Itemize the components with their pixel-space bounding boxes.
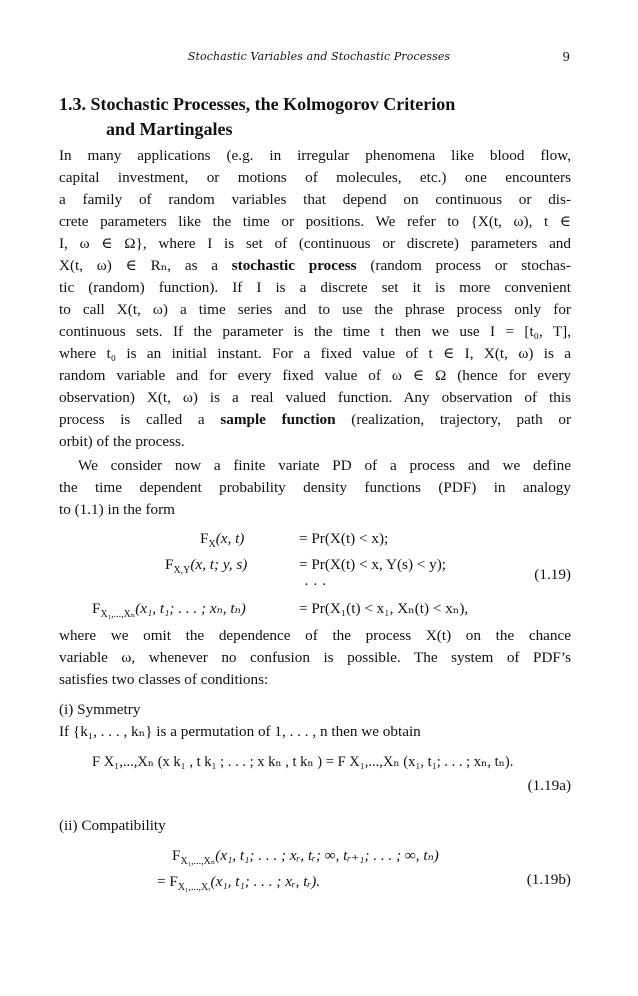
equation-row-3-rhs: = Pr(X₁(t) < x₁, Xₙ(t) < xₙ), xyxy=(299,600,469,617)
equation-number-1-19: (1.19) xyxy=(534,566,571,583)
text-line-with-term xyxy=(59,409,571,431)
text-line: to (1.1) in the form xyxy=(59,501,175,518)
equation-number-1-19b: (1.19b) xyxy=(526,871,571,888)
text-line-with-term xyxy=(59,255,571,277)
text-line: to call X(t, ω) a time series and to use the phrase process only for xyxy=(59,301,571,318)
equation-row-1-lhs xyxy=(200,528,244,556)
equation-dots: · · · xyxy=(304,576,327,593)
text-line: the time dependent probability density functions (PDF) in analogy xyxy=(59,479,571,496)
text-line: where we omit the dependence of the process X(t) on the chance xyxy=(59,627,571,644)
eq-subscript: X₁,...,Xₙ xyxy=(180,856,216,868)
equation-row-1-rhs: = Pr(X(t) < x); xyxy=(299,530,389,547)
text-segment: (realization, trajectory, path or xyxy=(351,411,571,428)
eq-subscript: X₁,...,Xₙ xyxy=(100,609,136,621)
text-line: satisfies two classes of conditions: xyxy=(59,671,269,688)
equation-row-2-rhs: = Pr(X(t) < x, Y(s) < y); xyxy=(299,556,447,573)
text-line: random variable and for every fixed value of ω ∈ Ω (hence for every xyxy=(59,367,571,384)
condition-title: (i) Symmetry xyxy=(59,701,141,718)
text-line: orbit) of the process. xyxy=(59,433,185,450)
eq-symbol: = F xyxy=(157,873,178,890)
page-number: 9 xyxy=(562,50,570,64)
condition-text: If {k₁, . . . , kₙ} is a permutation of 1, . . . , n then we obtain xyxy=(59,723,421,740)
eq-symbol: F xyxy=(172,847,181,864)
text-segment: X(t, ω) ∈ Rₙ, as a xyxy=(59,257,218,274)
section-heading-line1: 1.3. Stochastic Processes, the Kolmogorov Criterion xyxy=(59,94,456,114)
text-line: variable ω, whenever no confusion is possible. The system of PDF’s xyxy=(59,649,571,666)
eq-symbol: F xyxy=(165,556,174,573)
eq-subscript: X xyxy=(208,539,216,551)
condition-title: (ii) Compatibility xyxy=(59,817,166,834)
eq-args: (x₁, t₁; . . . ; xᵣ, tᵣ). xyxy=(210,873,321,890)
term-sample-function: sample function xyxy=(220,411,336,428)
term-stochastic-process: stochastic process xyxy=(231,257,357,274)
eq-args: (x, t; y, s) xyxy=(190,556,248,573)
text-line: capital investment, or motions of molecules, etc.) one encounters xyxy=(59,169,571,186)
eq-args: (x₁, t₁; . . . ; xₙ, tₙ) xyxy=(135,600,246,617)
section-heading-line2: and Martingales xyxy=(106,119,233,139)
running-title: Stochastic Variables and Stochastic Processes xyxy=(187,50,451,63)
text-line: continuous sets. If the parameter is the time t then we use I = [t₀, T], xyxy=(59,323,571,340)
equation-row-3-lhs xyxy=(92,598,246,626)
equation-number-1-19a: (1.19a) xyxy=(527,777,571,794)
text-segment: (random process or stochas- xyxy=(370,257,571,274)
text-line: We consider now a finite variate PD of a process and we define xyxy=(78,457,571,474)
eq-subscript: X₁,...,Xᵣ xyxy=(177,882,211,894)
eq-subscript: X,Y xyxy=(173,565,191,577)
text-line: observation) X(t, ω) is a real valued function. Any observation of this xyxy=(59,389,571,406)
text-line: crete parameters like the time or positions. We refer to {X(t, ω), t ∈ xyxy=(59,213,571,230)
equation-row-2-lhs xyxy=(165,554,247,582)
equation-1-19b-row-2 xyxy=(157,871,320,899)
eq-symbol: F xyxy=(200,530,209,547)
text-line: In many applications (e.g. in irregular phenomena like blood flow, xyxy=(59,147,571,164)
eq-args: (x₁, t₁; . . . ; xᵣ, tᵣ; ∞, tᵣ₊₁; . . . ; ∞, tₙ) xyxy=(215,847,439,864)
eq-symbol: F xyxy=(92,600,101,617)
equation-1-19a: F X₁,...,Xₙ (x k₁ , t k₁ ; . . . ; x kₙ , t kₙ ) = F X₁,...,Xₙ (x₁, t₁; . . . ; xₙ, tₙ). xyxy=(92,754,514,770)
equation-1-19b-row-1 xyxy=(172,845,439,873)
text-line: where t₀ is an initial instant. For a fixed value of t ∈ I, X(t, ω) is a xyxy=(59,345,571,362)
text-line: a family of random variables that depend on continuous or dis- xyxy=(59,191,571,208)
eq-args: (x, t) xyxy=(215,530,245,547)
text-line: tic (random) function). If I is a discrete set it is more convenient xyxy=(59,279,571,296)
text-segment: process is called a xyxy=(59,411,205,428)
text-line: I, ω ∈ Ω}, where I is set of (continuous or discrete) parameters and xyxy=(59,235,571,252)
